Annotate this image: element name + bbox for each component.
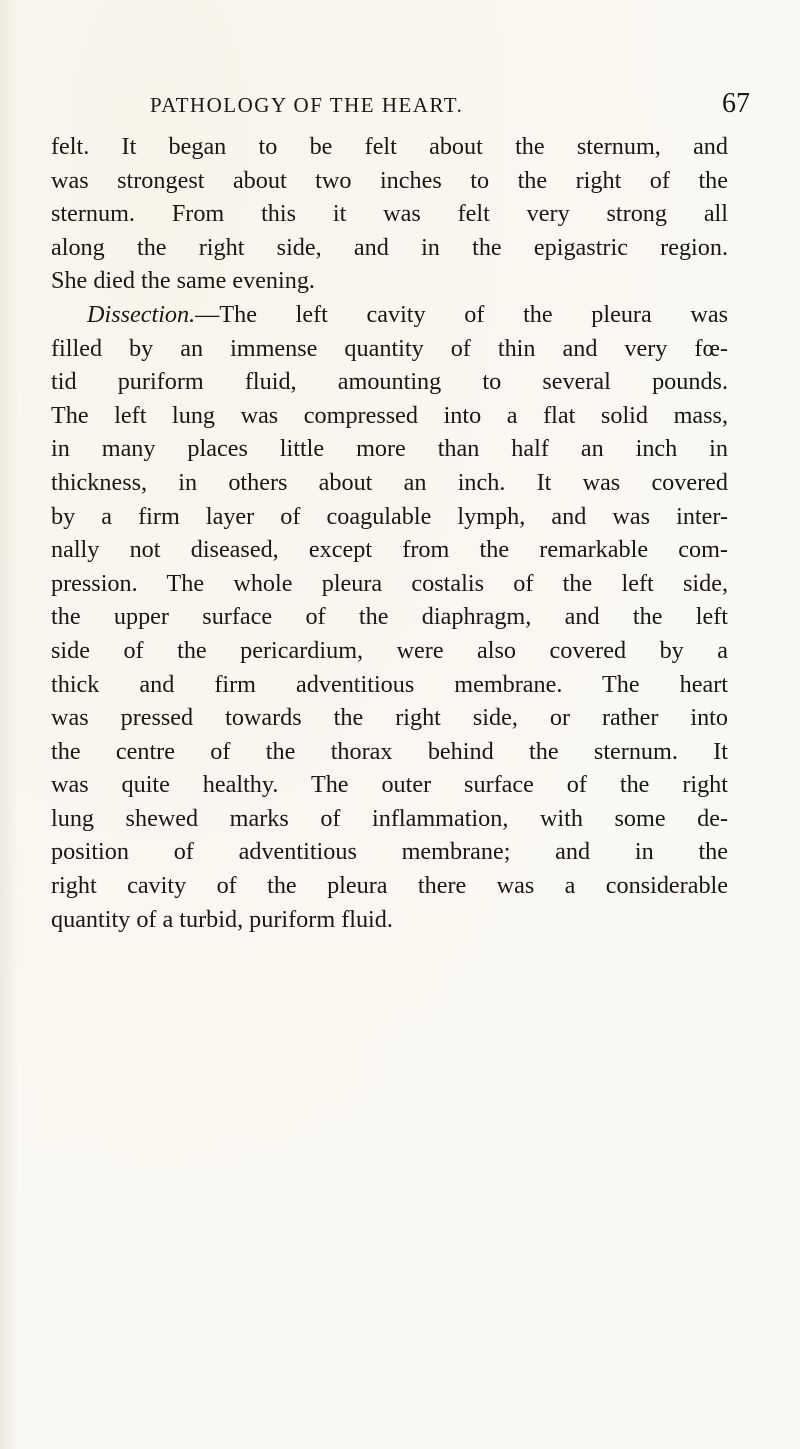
text-line: lung shewed marks of inflammation, with some de- [51,804,728,832]
text-line: was pressed towards the right side, or rather into [51,704,728,732]
body-text [51,130,728,936]
text-line: by a firm layer of coagulable lymph, and was inter- [51,502,728,530]
text-line: She died the same evening. [51,267,315,295]
text-line: felt. It began to be felt about the sternum, and [51,133,728,160]
running-head [150,88,750,128]
text-line: tid puriform fluid, amounting to several pounds. [51,368,728,396]
running-title: PATHOLOGY OF THE HEART. [150,93,464,117]
text-line: position of adventitious membrane; and in the [51,838,728,866]
text-line: quantity of a turbid, puriform fluid. [51,905,393,933]
text-line: was quite healthy. The outer surface of the right [51,771,728,799]
dissection-heading: Dissection. [87,300,196,328]
text-line: pression. The whole pleura costalis of the left side, [51,569,728,597]
text-line: along the right side, and in the epigastric region. [51,233,728,261]
page-number: 67 [722,88,750,119]
text-line: the upper surface of the diaphragm, and the left [51,603,728,631]
text-line: in many places little more than half an inch in [51,435,728,463]
dissection-text: —The left cavity of the pleura was [195,300,728,328]
text-line: the centre of the thorax behind the sternum. It [51,737,728,765]
text-line: side of the pericardium, were also covered by a [51,636,728,664]
text-line: was strongest about two inches to the right of the [51,166,728,194]
text-line: thick and firm adventitious membrane. The heart [51,670,728,698]
text-line: thickness, in others about an inch. It was covered [51,468,728,496]
text-line: The left lung was compressed into a flat solid mass, [51,401,728,429]
text-line: right cavity of the pleura there was a considerable [51,872,728,900]
text-line: sternum. From this it was felt very strong all [51,200,728,228]
text-line: nally not diseased, except from the remarkable com- [51,536,728,564]
text-line: filled by an immense quantity of thin and very fœ- [51,334,728,362]
text-line-dissection [51,298,728,332]
